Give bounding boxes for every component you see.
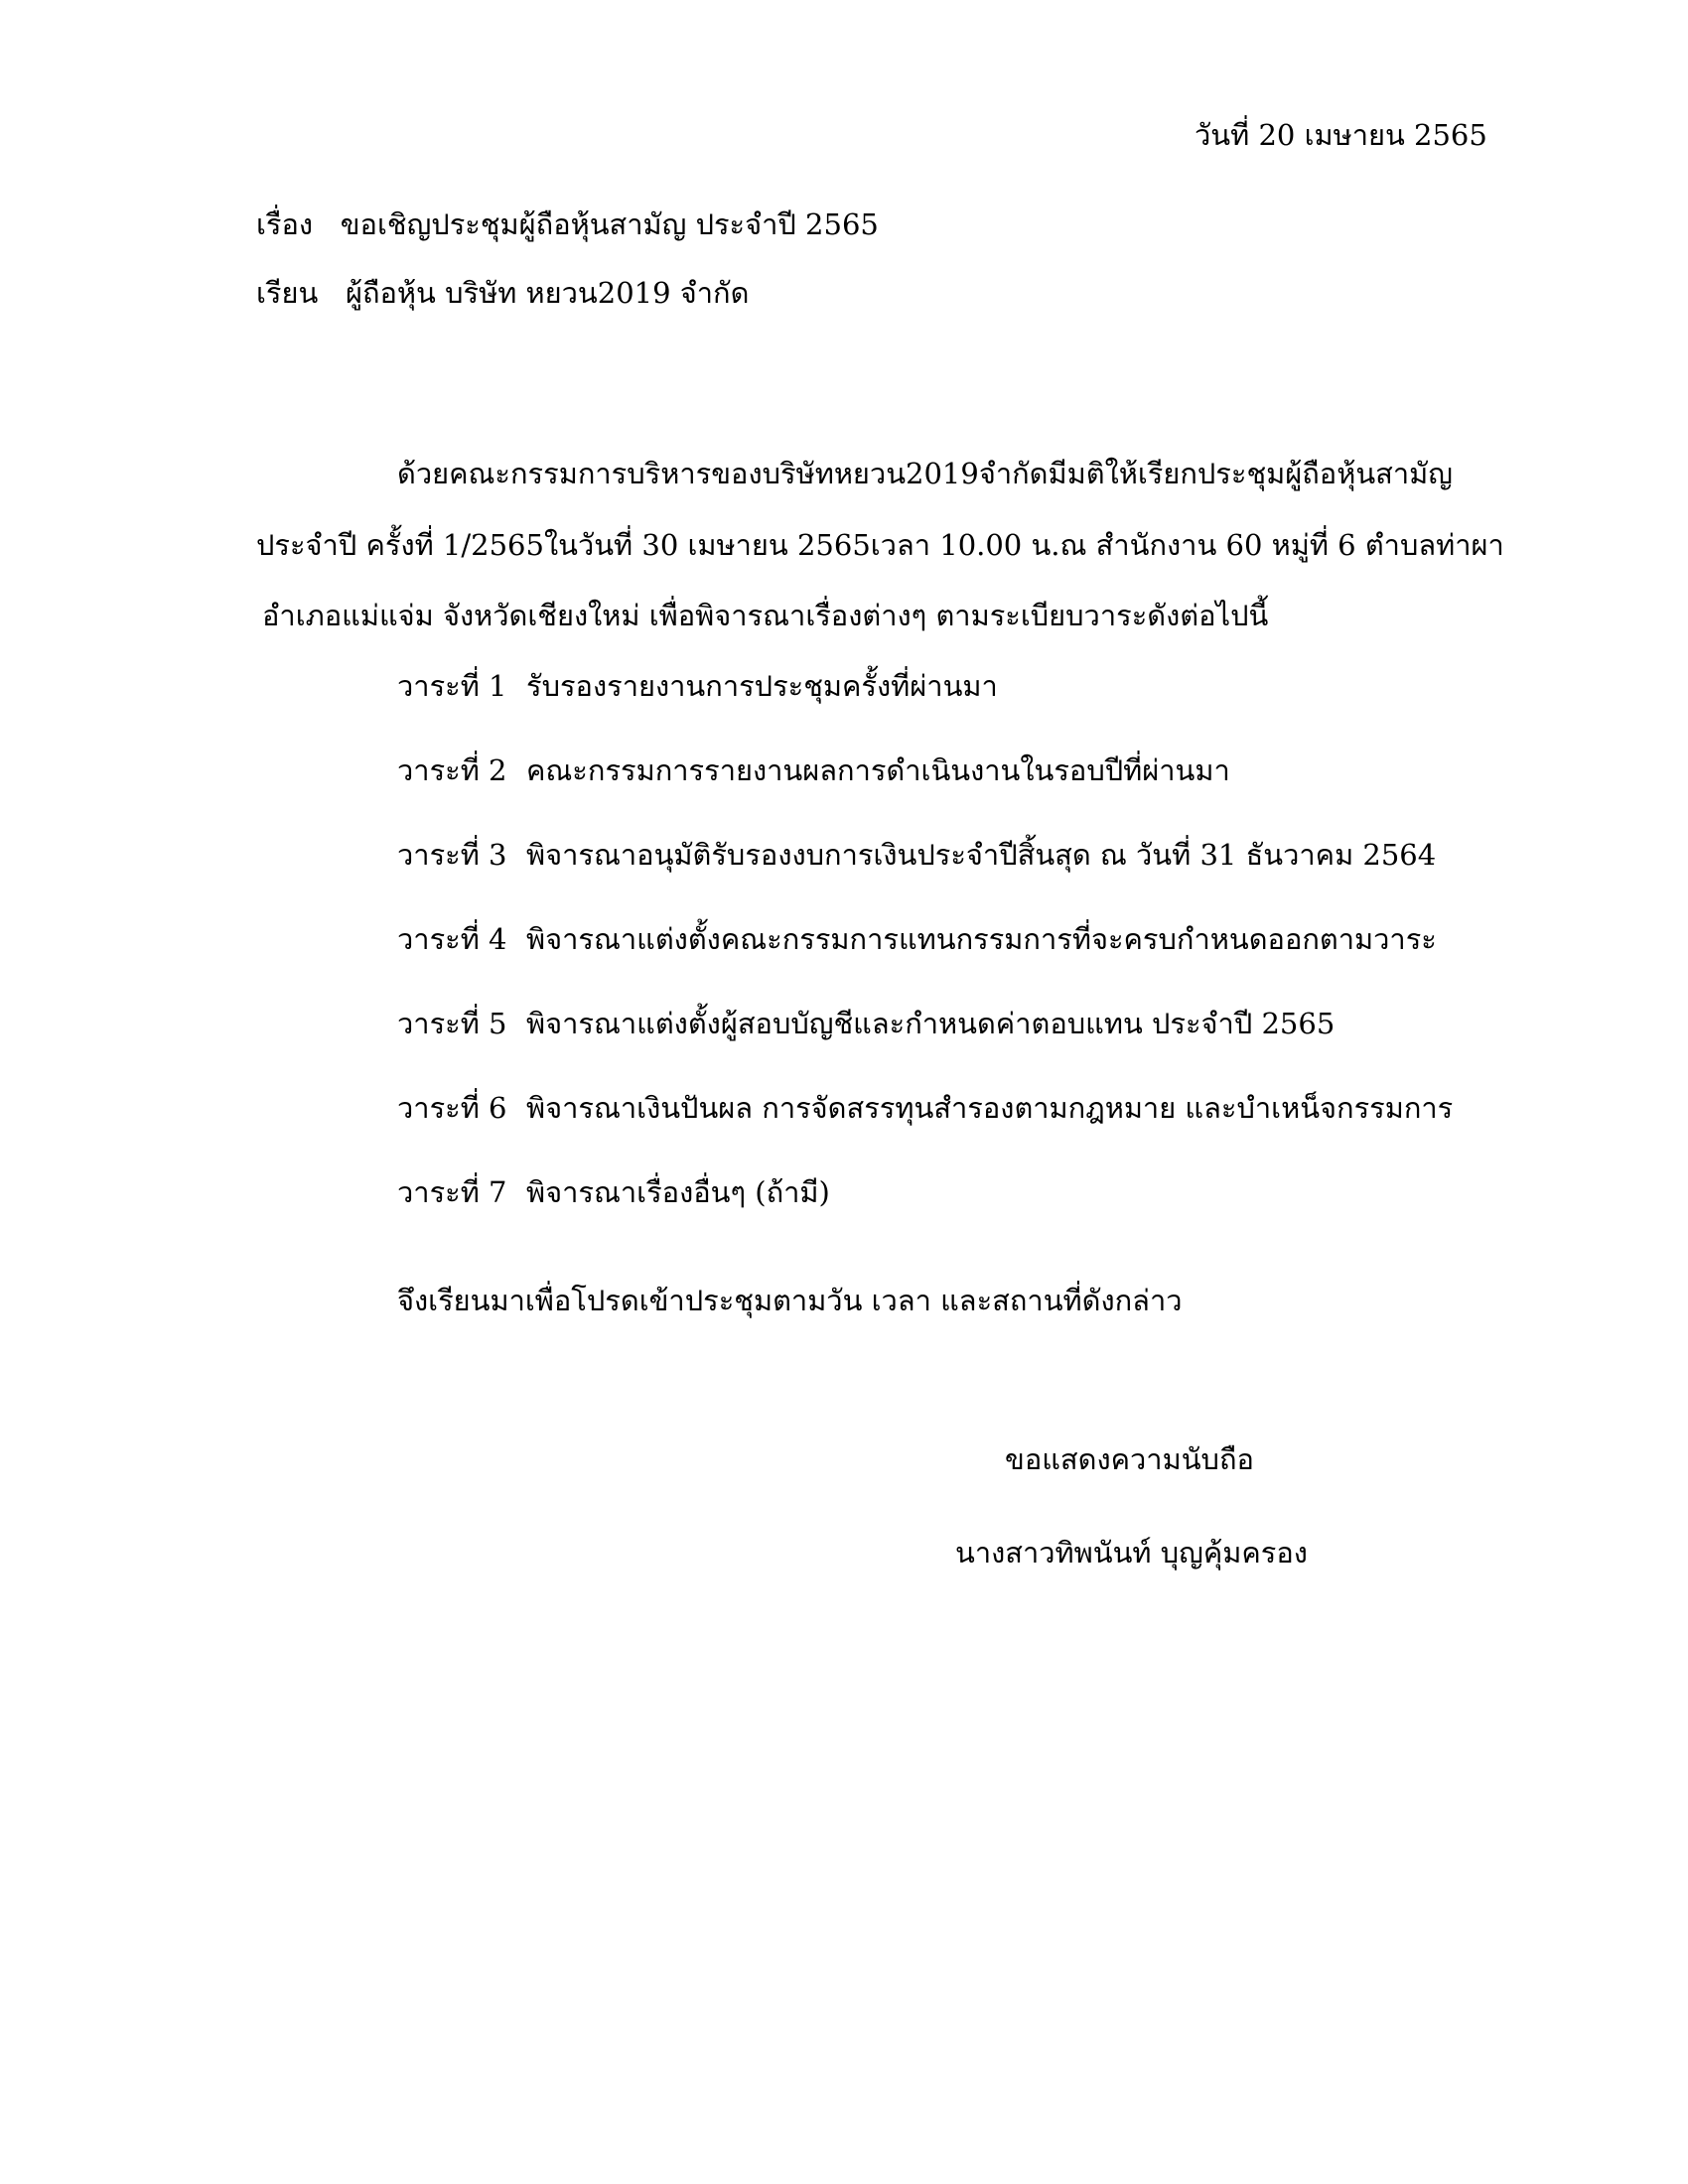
agenda-label: วาระที่ 1 bbox=[397, 669, 507, 703]
agenda-text: พิจารณาเงินปันผล การจัดสรรทุนสำรองตามกฎหมาย และบำเหน็จกรรมการ bbox=[526, 1091, 1454, 1125]
body-paragraph-line-1: ด้วยคณะกรรมการบริหารของบริษัทหยวน2019จำกัดมีมติให้เรียกประชุมผู้ถือหุ้นสามัญ bbox=[397, 457, 1453, 490]
agenda-item bbox=[397, 669, 998, 703]
agenda-item bbox=[397, 753, 1230, 787]
agenda-label: วาระที่ 3 bbox=[397, 838, 507, 872]
agenda-label: วาระที่ 7 bbox=[397, 1175, 507, 1209]
document-date: วันที่ 20 เมษายน 2565 bbox=[1195, 118, 1487, 152]
agenda-item bbox=[397, 838, 1437, 872]
agenda-text: พิจารณาแต่งตั้งผู้สอบบัญชีและกำหนดค่าตอบแทน ประจำปี 2565 bbox=[526, 1007, 1336, 1040]
recipient-line bbox=[256, 276, 750, 310]
agenda-text: รับรองรายงานการประชุมครั้งที่ผ่านมา bbox=[526, 669, 998, 703]
agenda-item bbox=[397, 1175, 830, 1209]
agenda-item bbox=[397, 1091, 1454, 1125]
agenda-text: พิจารณาอนุมัติรับรองงบการเงินประจำปีสิ้นสุด ณ วันที่ 31 ธันวาคม 2564 bbox=[526, 838, 1437, 872]
subject-label: เรื่อง bbox=[256, 207, 314, 241]
regards-line: ขอแสดงความนับถือ bbox=[1005, 1442, 1254, 1476]
body-paragraph-line-3: อำเภอแม่แจ่ม จังหวัดเชียงใหม่ เพื่อพิจารณาเรื่องต่างๆ ตามระเบียบวาระดังต่อไปนี้ bbox=[262, 599, 1269, 632]
recipient-label: เรียน bbox=[256, 276, 319, 310]
agenda-label: วาระที่ 6 bbox=[397, 1091, 507, 1125]
agenda-label: วาระที่ 4 bbox=[397, 922, 507, 956]
subject-text: ขอเชิญประชุมผู้ถือหุ้นสามัญ ประจำปี 2565 bbox=[340, 207, 879, 241]
agenda-label: วาระที่ 5 bbox=[397, 1007, 507, 1040]
body-paragraph-line-2: ประจำปี ครั้งที่ 1/2565ในวันที่ 30 เมษายน 2565เวลา 10.00 น.ณ สำนักงาน 60 หมู่ที่ 6 ตำบลท่าผา bbox=[256, 528, 1504, 562]
agenda-item bbox=[397, 922, 1437, 956]
agenda-text: พิจารณาแต่งตั้งคณะกรรมการแทนกรรมการที่จะครบกำหนดออกตามวาระ bbox=[526, 922, 1437, 956]
signer-name: นางสาวทิพนันท์ บุญคุ้มครอง bbox=[955, 1536, 1308, 1570]
agenda-text: คณะกรรมการรายงานผลการดำเนินงานในรอบปีที่ผ่านมา bbox=[526, 753, 1230, 787]
recipient-text: ผู้ถือหุ้น บริษัท หยวน2019 จำกัด bbox=[345, 276, 750, 310]
agenda-text: พิจารณาเรื่องอื่นๆ (ถ้ามี) bbox=[526, 1175, 830, 1209]
subject-line bbox=[256, 207, 879, 241]
agenda-label: วาระที่ 2 bbox=[397, 753, 507, 787]
agenda-item bbox=[397, 1007, 1336, 1040]
closing-sentence: จึงเรียนมาเพื่อโปรดเข้าประชุมตามวัน เวลา และสถานที่ดังกล่าว bbox=[397, 1284, 1183, 1317]
